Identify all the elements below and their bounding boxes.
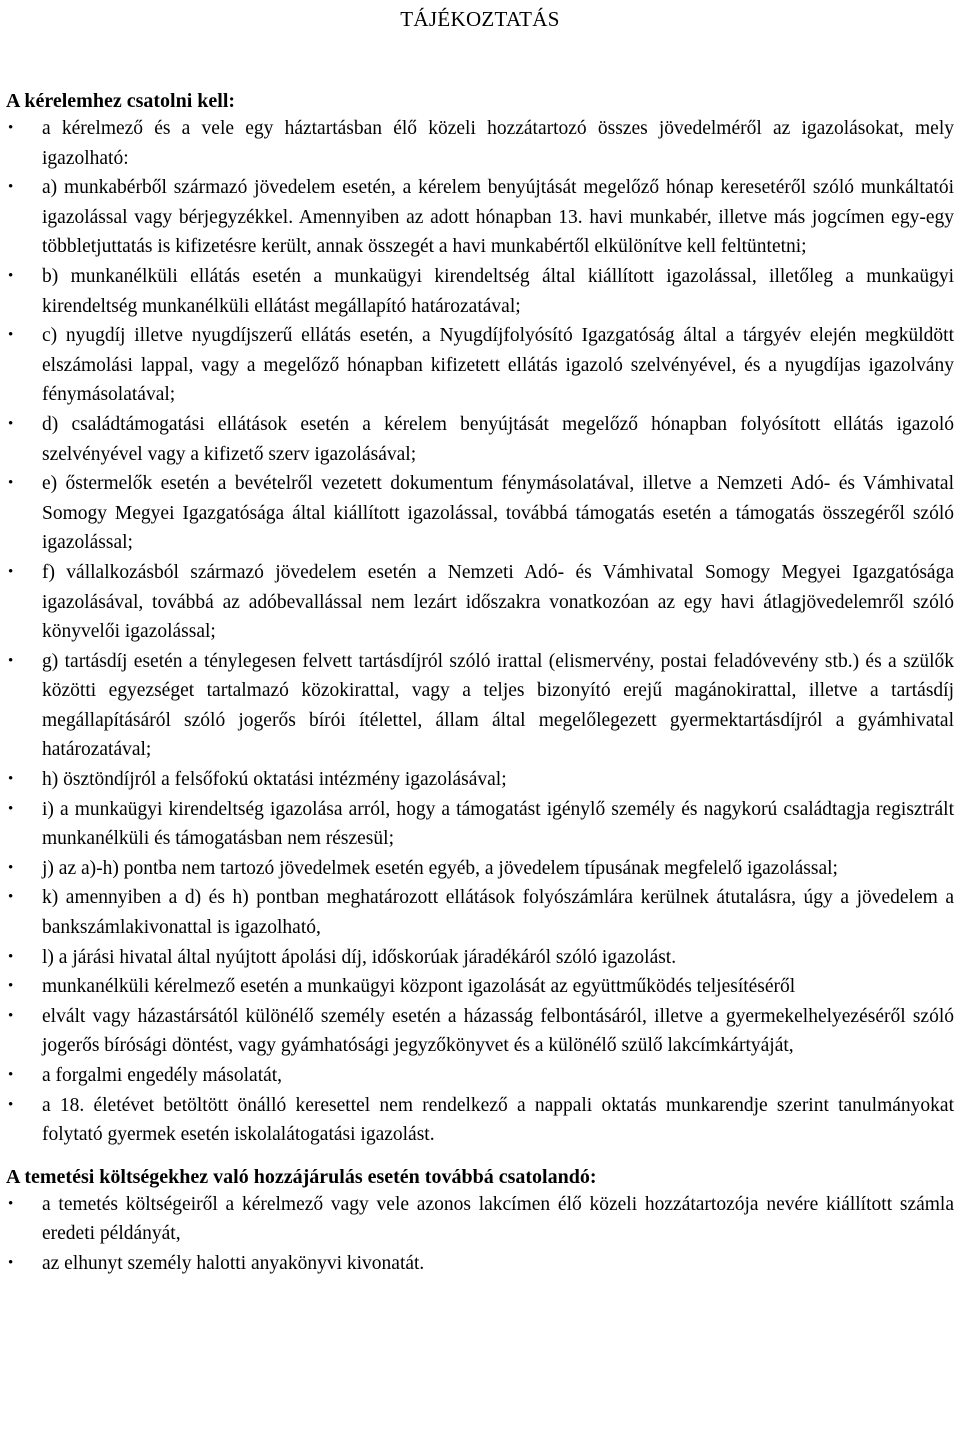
list-item bbox=[6, 1061, 954, 1091]
list-item-text: c) nyugdíj illetve nyugdíjszerű ellátás esetén, a Nyugdíjfolyósító Igazgatóság által a tárgyév elején megküldött elszámolási lappal, vagy a megelőző hónapban kifizetett ellátás igazoló szelvényével, és a nyugdíjas igazolvány fénymásolatával; bbox=[42, 325, 954, 406]
list-item-text: a) munkabérből származó jövedelem esetén, a kérelem benyújtását megelőző hónap keresetéről szóló munkáltatói igazolással vagy bérjegyzékkel. Amennyiben az adott hónapban 13. havi munkabér, illetve más jogcímen egy-egy többletjuttatás is kifizetésre került, annak összegét a havi munkabértől elkülönítve kell feltüntetni; bbox=[42, 177, 954, 258]
bullet-icon: • bbox=[8, 978, 14, 995]
funeral-list bbox=[6, 1190, 954, 1279]
list-item bbox=[6, 647, 954, 765]
list-item bbox=[6, 321, 954, 410]
list-item-text: g) tartásdíj esetén a ténylegesen felvett tartásdíjról szóló irattal (elismervény, postai feladóvevény stb.) és a szülők közötti egyezséget tartalmazó közokirattal, vagy a teljes bizonyító erejű magánokirattal, illetve a tartásdíj megállapításáról szóló jogerős bírói ítélettel, állam által megelőlegezett gyermektartásdíjról a gyámhivatal határozatával; bbox=[42, 650, 954, 761]
section-heading-attachments: A kérelemhez csatolni kell: bbox=[6, 90, 236, 112]
list-item bbox=[6, 1249, 954, 1279]
bullet-icon: • bbox=[8, 415, 14, 432]
bullet-icon: • bbox=[8, 1254, 14, 1271]
list-item-text: h) ösztöndíjról a felsőfokú oktatási intézmény igazolásával; bbox=[42, 769, 507, 791]
list-item bbox=[6, 765, 954, 795]
bullet-icon: • bbox=[8, 563, 14, 580]
list-item-text: a forgalmi engedély másolatát, bbox=[42, 1065, 283, 1086]
list-item-text: e) őstermelők esetén a bevételről vezetett dokumentum fénymásolatával, illetve a Nemzeti Adó- és Vámhivatal Somogy Megyei Igazgatósága által kiállított igazolással, továbbá támogatás esetén a támogatás összegéről szóló igazolással; bbox=[42, 473, 954, 554]
list-item-text: a kérelmező és a vele egy háztartásban élő közeli hozzátartozó összes jövedelméről az igazolásokat, mely igazolható: bbox=[42, 118, 954, 169]
document-title: TÁJÉKOZTATÁS bbox=[400, 7, 560, 31]
list-item-text: elvált vagy házastársától különélő személy esetén a házasság felbontásáról, illetve a gyermekelhelyezéséről szóló jogerős bírósági döntést, vagy gyámhatósági jegyzőkönyvet és a különélő szülő lakcímkártyáját, bbox=[42, 1005, 954, 1057]
list-item-text: d) családtámogatási ellátások esetén a kérelem benyújtását megelőző hónapban folyósított ellátás igazoló szelvényével vagy a kifizető szerv igazolásával; bbox=[42, 413, 954, 465]
list-item bbox=[6, 883, 954, 942]
bullet-icon: • bbox=[8, 179, 14, 196]
list-item-text: munkanélküli kérelmező esetén a munkaügyi központ igazolását az együttműködés teljesítéséről bbox=[42, 976, 796, 998]
list-item-text: az elhunyt személy halotti anyakönyvi kivonatát. bbox=[42, 1252, 425, 1274]
list-item-text: a 18. életévet betöltött önálló keresettel nem rendelkező a nappali oktatás munkarendje szerint tanulmányokat folytató gyermek esetén iskolalátogatási igazolást. bbox=[42, 1094, 954, 1146]
list-item bbox=[6, 1190, 954, 1249]
bullet-icon: • bbox=[8, 948, 14, 965]
bullet-icon: • bbox=[8, 1195, 14, 1212]
list-item bbox=[6, 1002, 954, 1061]
list-item bbox=[6, 114, 954, 173]
bullet-icon: • bbox=[8, 120, 14, 136]
list-item-text: f) vállalkozásból származó jövedelem esetén a Nemzeti Adó- és Vámhivatal Somogy Megyei Igazgatósága igazolásával, továbbá az adóbevallással nem lezárt időszakra vonatkozóan az egy havi átlagjövedelemről szóló könyvelői igazolással; bbox=[42, 561, 954, 643]
bullet-icon: • bbox=[8, 859, 14, 876]
bullet-icon: • bbox=[8, 652, 14, 669]
list-item bbox=[6, 854, 954, 884]
section-heading-funeral: A temetési költségekhez való hozzájárulás esetén továbbá csatolandó: bbox=[6, 1165, 597, 1188]
list-item bbox=[6, 558, 954, 647]
list-item bbox=[6, 410, 954, 469]
bullet-icon: • bbox=[8, 1007, 14, 1024]
bullet-icon: • bbox=[8, 771, 14, 788]
list-item bbox=[6, 1091, 954, 1150]
list-item-text: l) a járási hivatal által nyújtott ápolási díj, időskorúak járadékáról szóló igazolást. bbox=[42, 946, 677, 968]
list-item bbox=[6, 943, 954, 973]
list-item-text: b) munkanélküli ellátás esetén a munkaügyi kirendeltség által kiállított igazolással, illetőleg a munkaügyi kirendeltség munkanélküli ellátást megállapító határozatával; bbox=[42, 265, 954, 317]
bullet-icon: • bbox=[8, 475, 14, 492]
bullet-icon: • bbox=[8, 327, 14, 344]
bullet-icon: • bbox=[8, 1096, 14, 1113]
list-item-text: j) az a)-h) pontba nem tartozó jövedelmek esetén egyéb, a jövedelem típusának megfelelő igazolással; bbox=[42, 857, 838, 879]
list-item bbox=[6, 469, 954, 558]
bullet-icon: • bbox=[8, 1067, 14, 1083]
list-item-text: a temetés költségeiről a kérelmező vagy vele azonos lakcímen élő közeli hozzátartozója nevére kiállított számla eredeti példányát, bbox=[42, 1193, 954, 1245]
bullet-icon: • bbox=[8, 800, 14, 817]
bullet-icon: • bbox=[8, 889, 14, 906]
bullet-icon: • bbox=[8, 267, 14, 284]
attachments-list bbox=[6, 114, 954, 1150]
list-item bbox=[6, 795, 954, 854]
list-item-text: i) a munkaügyi kirendeltség igazolása arról, hogy a támogatást igénylő személy és nagykorú családtagja regisztrált munkanélküli és támogatásban nem részesül; bbox=[42, 798, 954, 850]
list-item bbox=[6, 972, 954, 1002]
list-item bbox=[6, 262, 954, 321]
list-item-text: k) amennyiben a d) és h) pontban meghatározott ellátások folyószámlára kerülnek átutalásra, úgy a jövedelem a bankszámlakivonattal is igazolható, bbox=[42, 887, 954, 939]
list-item bbox=[6, 173, 954, 262]
